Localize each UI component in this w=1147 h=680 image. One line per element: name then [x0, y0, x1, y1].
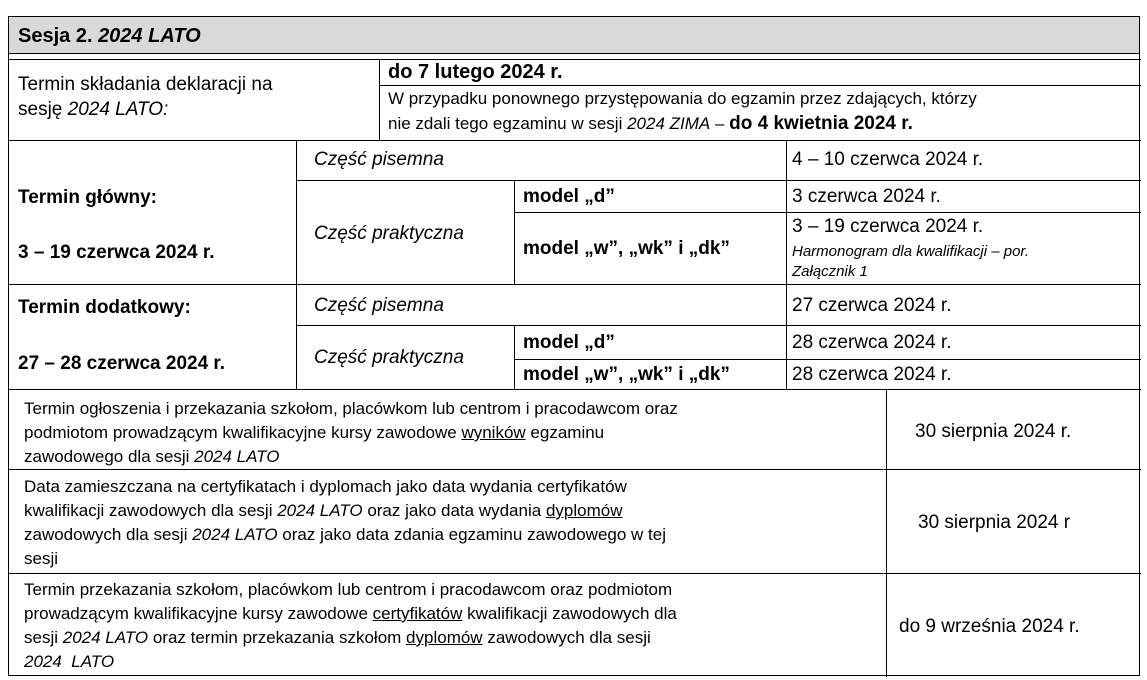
main-model-w-note2: Załącznik 1: [792, 263, 868, 280]
delivery-line3: [24, 627, 651, 648]
delivery-date: do 9 września 2024 r.: [899, 616, 1080, 637]
divider: [296, 180, 1141, 181]
cert-line1: Data zamieszczana na certyfikatach i dyplomach jako data wydania certyfikatów: [24, 477, 627, 496]
cert-line3-suffix: oraz jako data zdania egzaminu zawodowego w tej: [277, 525, 666, 544]
main-written-date: 4 – 10 czerwca 2024 r.: [792, 149, 984, 170]
main-term-range: 3 – 19 czerwca 2024 r.: [18, 242, 215, 263]
cert-line2-mid: oraz jako data wydania: [362, 501, 546, 520]
title-session: 2024 LATO: [98, 25, 201, 47]
divider: [514, 180, 515, 284]
results-date: 30 sierpnia 2024 r.: [915, 421, 1072, 442]
extra-model-d-label: model „d”: [523, 332, 615, 353]
divider: [514, 359, 1141, 360]
cert-line3-prefix: zawodowych dla sesji: [24, 525, 193, 544]
declaration-label: [18, 74, 273, 96]
declaration-deadline: do 7 lutego 2024 r.: [388, 61, 563, 83]
delivery-dipl-link: dyplomów: [406, 628, 483, 647]
main-model-w-date: 3 – 19 czerwca 2024 r.: [792, 216, 984, 237]
divider: [514, 325, 515, 389]
results-link: wyników: [461, 423, 526, 442]
delivery-line3-prefix: sesji: [24, 628, 63, 647]
declaration-label-session: 2024 LATO:: [67, 99, 169, 120]
extra-practical-label: Część praktyczna: [314, 347, 464, 368]
divider: [9, 59, 1141, 60]
delivery-line2-prefix: prowadzącym kwalifikacyjne kursy zawodowe: [24, 604, 373, 623]
delivery-line3-suffix: zawodowych dla sesji: [482, 628, 651, 647]
main-practical-label: Część praktyczna: [314, 223, 464, 244]
extra-term-label: Termin dodatkowy:: [18, 297, 191, 318]
delivery-line4: 2024 LATO: [24, 652, 115, 671]
main-written-label: Część pisemna: [314, 149, 444, 170]
extra-written-date: 27 czerwca 2024 r.: [792, 295, 952, 316]
divider: [296, 140, 297, 389]
extra-written-label: Część pisemna: [314, 295, 444, 316]
note-deadline: do 4 kwietnia 2024 r.: [729, 113, 913, 134]
delivery-line2-suffix: kwalifikacji zawodowych dla: [462, 604, 677, 623]
main-model-w-note1: Harmonogram dla kwalifikacji – por.: [792, 243, 1030, 260]
delivery-line2: [24, 603, 677, 624]
results-line2: [24, 422, 604, 443]
extra-model-d-date: 28 czerwca 2024 r.: [792, 332, 952, 353]
note-dash: –: [710, 114, 730, 133]
divider: [379, 85, 1141, 86]
delivery-line1: Termin przekazania szkołom, placówkom lub centrom i pracodawcom oraz podmiotom: [24, 580, 673, 599]
divider: [9, 389, 1141, 390]
results-line1: Termin ogłoszenia i przekazania szkołom, placówkom lub centrom i pracodawcom oraz: [24, 399, 678, 418]
declaration-label-line1: Termin składania deklaracji na: [18, 74, 273, 95]
extra-model-w-label: model „w”, „wk” i „dk”: [523, 364, 730, 385]
divider: [786, 140, 787, 389]
divider: [9, 140, 1141, 141]
note-prefix: nie zdali tego egzaminu w sesji: [388, 114, 628, 133]
delivery-line3-session: 2024 LATO: [62, 628, 149, 647]
main-term-label: Termin główny:: [18, 187, 157, 208]
extra-model-w-date: 28 czerwca 2024 r.: [792, 364, 952, 385]
extra-term-range: 27 – 28 czerwca 2024 r.: [18, 353, 226, 374]
cert-line4: sesji: [24, 549, 59, 568]
cert-date: 30 sierpnia 2024 r: [918, 512, 1071, 533]
results-line3: [24, 446, 279, 467]
divider: [9, 284, 1141, 285]
cert-line2-session: 2024 LATO: [277, 501, 363, 520]
cert-line2-prefix: kwalifikacji zawodowych dla sesji: [24, 501, 278, 520]
main-model-w-label: model „w”, „wk” i „dk”: [523, 238, 730, 259]
results-line3-prefix: zawodowego dla sesji: [24, 447, 195, 466]
cert-line3: [24, 524, 666, 545]
declaration-note-line2: [388, 114, 913, 133]
divider: [886, 389, 887, 677]
divider: [296, 325, 1141, 326]
divider: [514, 212, 1141, 213]
page-title: [18, 25, 201, 47]
cert-line2: [24, 500, 622, 521]
divider: [9, 469, 1141, 470]
main-model-d-date: 3 czerwca 2024 r.: [792, 186, 941, 207]
main-model-d-label: model „d”: [523, 186, 615, 207]
cert-link: dyplomów: [545, 501, 623, 520]
cert-line3-session: 2024 LATO: [192, 525, 278, 544]
delivery-cert-link: certyfikatów: [372, 604, 463, 623]
results-session: 2024 LATO: [194, 447, 280, 466]
divider: [9, 573, 1141, 574]
results-line2-suffix: egzaminu: [525, 423, 605, 442]
schedule-table: [8, 16, 1140, 676]
note-session: 2024 ZIMA: [627, 114, 711, 133]
delivery-line3-mid: oraz termin przekazania szkołom: [148, 628, 407, 647]
declaration-label-prefix: sesję: [18, 99, 68, 120]
declaration-label-2: [18, 99, 168, 121]
results-line2-prefix: podmiotom prowadzącym kwalifikacyjne kursy zawodowe: [24, 423, 462, 442]
title-prefix: Sesja 2.: [18, 25, 99, 47]
divider: [379, 59, 380, 140]
declaration-note-line1: W przypadku ponownego przystępowania do egzamin przez zdających, którzy: [388, 89, 977, 108]
